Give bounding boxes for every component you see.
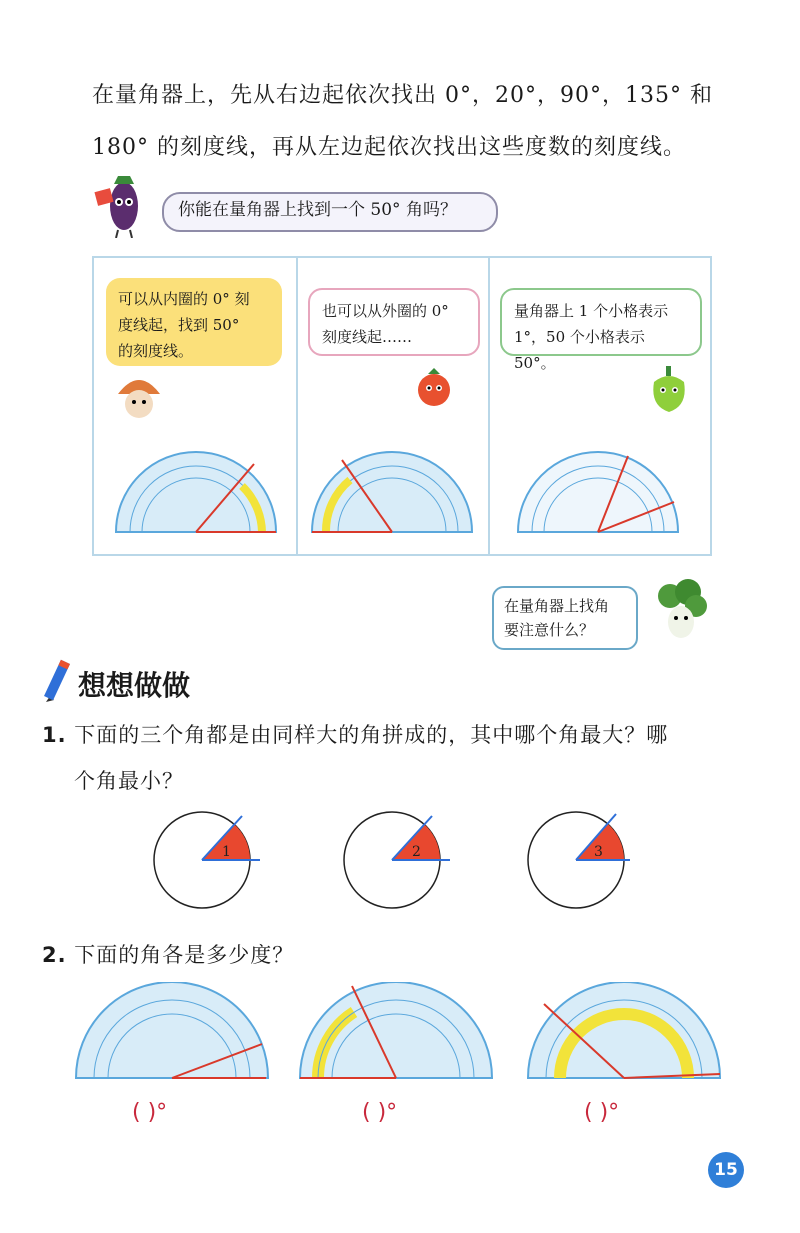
pepper-character-icon xyxy=(646,362,692,418)
question-bubble: 你能在量角器上找到一个 50° 角吗？ xyxy=(162,192,498,232)
panel-divider xyxy=(488,258,490,554)
angle-label-2: 2 xyxy=(412,844,421,860)
broccoli-character-icon xyxy=(652,578,710,652)
question-2-text: 下面的角各是多少度？ xyxy=(74,943,295,967)
bubble-outer-circle xyxy=(308,288,480,356)
bubble-line: 刻度线起…… xyxy=(322,328,413,346)
angle-label-1: 1 xyxy=(222,844,231,860)
bubble-line: 的刻度线。 xyxy=(118,342,194,360)
angle-label-3: 3 xyxy=(594,844,603,860)
bubble-line: 量角器上 1 个小格表示 xyxy=(514,302,669,320)
protractor-question-2 xyxy=(296,982,496,1086)
protractor-diagram-1 xyxy=(112,446,280,538)
advice-line: 在量角器上找角 xyxy=(504,597,610,615)
question-1-line-2: 个角最小？ xyxy=(74,769,184,793)
bubble-line: 1°，50 个小格表示 50°。 xyxy=(514,328,645,372)
section-title: 想想做做 xyxy=(78,669,191,702)
question-1 xyxy=(42,712,742,804)
bubble-small-units xyxy=(500,288,702,372)
question-number: 1. xyxy=(42,723,67,747)
angle-circle-1 xyxy=(150,810,270,920)
method-panels xyxy=(92,256,712,556)
protractor-question-3 xyxy=(524,982,724,1086)
bubble-inner-circle xyxy=(106,278,282,366)
eggplant-character-icon xyxy=(92,168,154,238)
angle-circle-2 xyxy=(340,810,460,920)
protractor-diagram-2 xyxy=(308,446,476,538)
advice-line: 要注意什么？ xyxy=(504,621,595,639)
question-2 xyxy=(42,932,742,978)
tomato-character-icon xyxy=(412,362,456,416)
advice-bubble xyxy=(492,586,638,650)
bubble-line: 可以从内圈的 0° 刻 xyxy=(118,290,250,308)
answer-blank-2[interactable]: ( )° xyxy=(362,1100,398,1125)
page-number: 15 xyxy=(708,1152,744,1188)
pencil-icon xyxy=(42,656,76,702)
answer-blank-3[interactable]: ( )° xyxy=(584,1100,620,1125)
mushroom-character-icon xyxy=(114,370,164,424)
question-1-line-1: 下面的三个角都是由同样大的角拼成的，其中哪个角最大？哪 xyxy=(74,723,669,747)
intro-line-2: 180° 的刻度线，再从左边起依次找出这些度数的刻度线。 xyxy=(92,135,686,160)
angle-circle-3 xyxy=(524,806,644,916)
question-number: 2. xyxy=(42,943,67,967)
protractor-diagram-3 xyxy=(514,446,682,538)
intro-line-1: 在量角器上，先从右边起依次找出 0°，20°，90°，135° 和 xyxy=(92,83,713,108)
answer-blank-1[interactable]: ( )° xyxy=(132,1100,168,1125)
bubble-line: 也可以从外圈的 0° xyxy=(322,302,449,320)
protractor-question-1 xyxy=(72,982,272,1086)
panel-divider xyxy=(296,258,298,554)
intro-text xyxy=(92,70,732,174)
bubble-line: 度线起，找到 50° xyxy=(118,316,240,334)
